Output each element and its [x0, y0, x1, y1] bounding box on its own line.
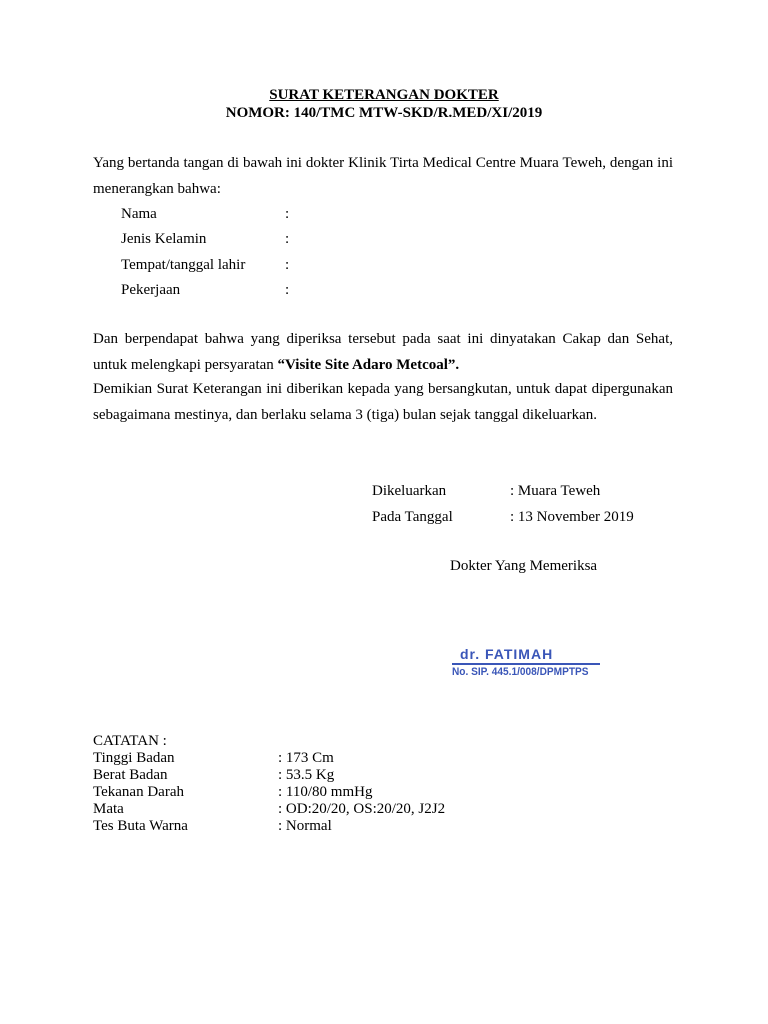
intro-paragraph: Yang bertanda tangan di bawah ini dokter Klinik Tirta Medical Centre Muara Teweh, dengan ini menerangkan bahwa: — [93, 155, 673, 197]
note-value-berat-badan: : 53.5 Kg — [278, 767, 335, 783]
stamp-doctor-name: dr. FATIMAH — [460, 646, 554, 662]
conclusion-text: Dan berpendapat bahwa yang diperiksa tersebut pada saat ini dinyatakan Cakap dan Sehat, untuk melengkapi persyaratan — [93, 331, 673, 373]
stamp-sip-number: No. SIP. 445.1/008/DPMPTPS — [452, 666, 589, 678]
field-label-tempat-tanggal-lahir: Tempat/tanggal lahir — [121, 257, 246, 273]
stamp-underline — [452, 663, 600, 665]
note-label-tekanan-darah: Tekanan Darah — [93, 784, 184, 800]
doctor-stamp — [448, 646, 608, 686]
note-value-tes-buta-warna: : Normal — [278, 818, 332, 834]
field-colon-nama: : — [285, 206, 290, 222]
conclusion-paragraph — [93, 326, 673, 378]
note-label-tinggi-badan: Tinggi Badan — [93, 750, 175, 766]
field-label-nama: Nama — [121, 206, 157, 222]
note-label-mata: Mata — [93, 801, 124, 817]
field-colon-jenis-kelamin: : — [285, 231, 290, 247]
field-label-pekerjaan: Pekerjaan — [121, 282, 181, 298]
issued-date-value: : 13 November 2019 — [510, 509, 634, 525]
closing-paragraph: Demikian Surat Keterangan ini diberikan kepada yang bersangkutan, untuk dapat dipergunakan sebagaimana mestinya, dan berlaku selama 3 (tiga) bulan sejak tanggal dikeluarkan. — [93, 381, 673, 423]
note-label-berat-badan: Berat Badan — [93, 767, 168, 783]
issued-date-label: Pada Tanggal — [372, 509, 453, 525]
field-colon-tempat-tanggal-lahir: : — [285, 257, 290, 273]
issued-place-label: Dikeluarkan — [372, 483, 447, 499]
issued-place-value: : Muara Teweh — [510, 483, 601, 499]
field-label-jenis-kelamin: Jenis Kelamin — [121, 231, 207, 247]
note-value-tinggi-badan: : 173 Cm — [278, 750, 334, 766]
document-number: NOMOR: 140/TMC MTW-SKD/R.MED/XI/2019 — [225, 105, 543, 121]
note-value-mata: : OD:20/20, OS:20/20, J2J2 — [278, 801, 446, 817]
field-colon-pekerjaan: : — [285, 282, 290, 298]
document-title: SURAT KETERANGAN DOKTER — [269, 87, 499, 103]
note-value-tekanan-darah: : 110/80 mmHg — [278, 784, 373, 800]
signature-title: Dokter Yang Memeriksa — [450, 558, 598, 574]
note-label-tes-buta-warna: Tes Buta Warna — [93, 818, 188, 834]
conclusion-requirement: “Visite Site Adaro Metcoal”. — [277, 357, 460, 373]
notes-heading: CATATAN : — [93, 733, 167, 749]
